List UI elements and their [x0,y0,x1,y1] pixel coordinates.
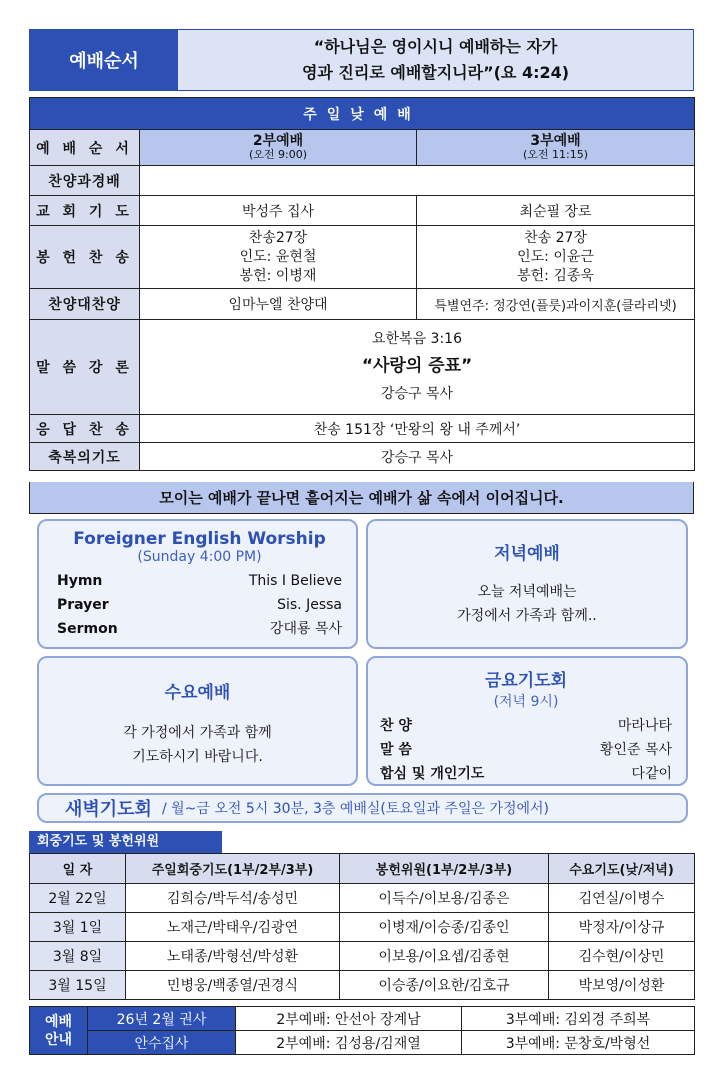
prayer-table-label: 회중기도 및 봉헌위원 [29,831,222,853]
wednesday-worship-box [37,656,358,786]
friday-prayer-box [366,656,688,786]
foreigner-hymn-value: This I Believe [248,573,342,589]
sermon-pastor: 강승구 목사 [380,386,454,402]
guide-row1-s2: 2부예배: 안선아 장계남 [236,1007,462,1031]
foreigner-sermon-value: 강대룡 목사 [269,621,342,637]
offering-s2 [140,226,417,289]
header-label: 예배순서 [30,30,178,90]
order-label: 예 배 순 서 [30,130,140,166]
sermon-value [140,320,695,415]
dawn-prayer-bar [37,793,688,823]
guide-row2-s3: 3부예배: 문창호/박형선 [462,1031,695,1055]
blessing-value: 강승구 목사 [140,443,695,471]
row-wednesday-prayer: 박정자/이상규 [549,913,695,942]
row-sunday-prayer: 노재근/박태우/김광연 [126,913,340,942]
offering-s2-offer: 봉헌: 이병재 [239,267,317,284]
foreigner-title: Foreigner English Worship [73,529,326,549]
row-offering: 이득수/이보용/김종은 [340,884,549,913]
friday-pray-value: 다같이 [631,766,672,782]
sunday-title: 주일낮예배 [30,98,695,130]
prayer-table [29,853,695,1000]
foreigner-hymn-row [57,569,342,593]
guide-row2-s2: 2부예배: 김성용/김재열 [236,1031,462,1055]
foreigner-worship-box [37,519,358,649]
row-wednesday-prayer: 박보영/이성환 [549,971,695,1000]
service2-name: 2부예배 [252,133,304,149]
offering-s3-hymn: 찬송 27장 [524,229,587,246]
header-verse [178,30,693,90]
offering-s2-leader: 인도: 윤현철 [239,248,317,265]
foreigner-prayer-key: Prayer [57,597,109,613]
service3-header [417,130,695,166]
wednesday-line-1: 각 가정에서 가족과 함께 [123,725,272,741]
praise-label: 찬양과경배 [30,166,140,196]
friday-word-key: 말 씀 [380,742,412,758]
dawn-text: / 월~금 오전 5시 30분, 3층 예배실(토요일과 주일은 가정에서) [161,801,550,817]
row-date: 3월 8일 [30,942,126,971]
response-label: 응 답 찬 송 [30,415,140,443]
table-row [30,913,695,942]
wednesday-line-2: 기도하시기 바랍니다. [132,749,263,765]
row-date: 3월 15일 [30,971,126,1000]
offering-s3-leader: 인도: 이윤근 [517,248,594,265]
guide-label-line-1: 예배 [44,1013,73,1030]
col-date: 일 자 [30,854,126,884]
header [29,29,694,91]
prayer-s3: 최순필 장로 [417,196,695,226]
friday-praise-key: 찬 양 [380,718,412,734]
wednesday-title: 수요예배 [164,683,231,703]
service3-name: 3부예배 [530,133,581,149]
foreigner-prayer-row [57,593,342,617]
sermon-label: 말 씀 강 론 [30,320,140,415]
friday-praise-row [380,714,672,738]
row-wednesday-prayer: 김연실/이병수 [549,884,695,913]
friday-word-row [380,738,672,762]
row-date: 3월 1일 [30,913,126,942]
choir-label: 찬양대찬양 [30,289,140,320]
row-offering: 이승종/이요한/김호규 [340,971,549,1000]
foreigner-prayer-value: Sis. Jessa [277,597,342,613]
guide-label [30,1007,88,1055]
row-sunday-prayer: 노태종/박형선/박성환 [126,942,340,971]
foreigner-hymn-key: Hymn [57,573,103,589]
praise-value [140,166,695,196]
service2-time: (오전 9:00) [248,148,308,161]
blessing-label: 축복의기도 [30,443,140,471]
friday-word-value: 황인준 목사 [599,742,672,758]
row-offering: 이병재/이승종/김종인 [340,913,549,942]
service3-time: (오전 11:15) [522,148,589,161]
row-sunday-prayer: 김희승/박두석/송성민 [126,884,340,913]
evening-line-1: 오늘 저녁예배는 [477,584,577,600]
table-row [30,971,695,1000]
sermon-title: “사랑의 증표” [361,356,473,376]
prayer-s2: 박성주 집사 [140,196,417,226]
guide-row2-who: 안수집사 [88,1031,236,1055]
foreigner-sermon-row [57,617,342,641]
choir-s2: 임마누엘 찬양대 [140,289,417,320]
response-value: 찬송 151장 ‘만왕의 왕 내 주께서’ [140,415,695,443]
friday-pray-key: 합심 및 개인기도 [380,766,485,782]
offering-s3 [417,226,695,289]
friday-time: (저녁 9시) [493,694,559,710]
evening-line-2: 가정에서 가족과 함께.. [457,608,597,624]
offering-label: 봉 헌 찬 송 [30,226,140,289]
verse-line-2: 영과 진리로 예배할지니라”(요 4:24) [301,63,570,82]
friday-title: 금요기도회 [484,671,568,691]
col-offering: 봉헌위원(1부/2부/3부) [340,854,549,884]
offering-s3-offer: 봉헌: 김종욱 [517,267,594,284]
row-date: 2월 22일 [30,884,126,913]
col-wednesday-prayer: 수요기도(낮/저녁) [549,854,695,884]
guide-label-line-2: 안내 [44,1031,73,1048]
guide-row1-s3: 3부예배: 김외경 주희복 [462,1007,695,1031]
worship-guide-table [29,1006,695,1055]
guide-row1-who: 26년 2월 권사 [88,1007,236,1031]
friday-pray-row [380,762,672,786]
foreigner-time: (Sunday 4:00 PM) [137,549,262,565]
prayer-label: 교 회 기 도 [30,196,140,226]
verse-line-1: “하나님은 영이시니 예배하는 자가 [313,37,558,56]
offering-s2-hymn: 찬송27장 [248,229,308,246]
row-sunday-prayer: 민병웅/백종열/권경식 [126,971,340,1000]
row-wednesday-prayer: 김수현/이상민 [549,942,695,971]
table-row [30,942,695,971]
sunday-service-table [29,97,695,471]
col-sunday-prayer: 주일회중기도(1부/2부/3부) [126,854,340,884]
choir-s3: 특별연주: 정강연(플룻)과이지훈(클라리넷) [417,289,695,320]
sermon-reference: 요한복음 3:16 [372,331,463,347]
sunday-banner: 모이는 예배가 끝나면 흩어지는 예배가 삶 속에서 이어집니다. [29,482,694,514]
row-offering: 이보용/이요셉/김종현 [340,942,549,971]
foreigner-sermon-key: Sermon [57,621,118,637]
prayer-table-header [30,854,695,884]
evening-title: 저녁예배 [494,544,560,564]
dawn-title: 새벽기도회 [65,799,152,820]
evening-worship-box [366,519,688,649]
table-row [30,884,695,913]
friday-praise-value: 마라나타 [617,718,672,734]
service2-header [140,130,417,166]
